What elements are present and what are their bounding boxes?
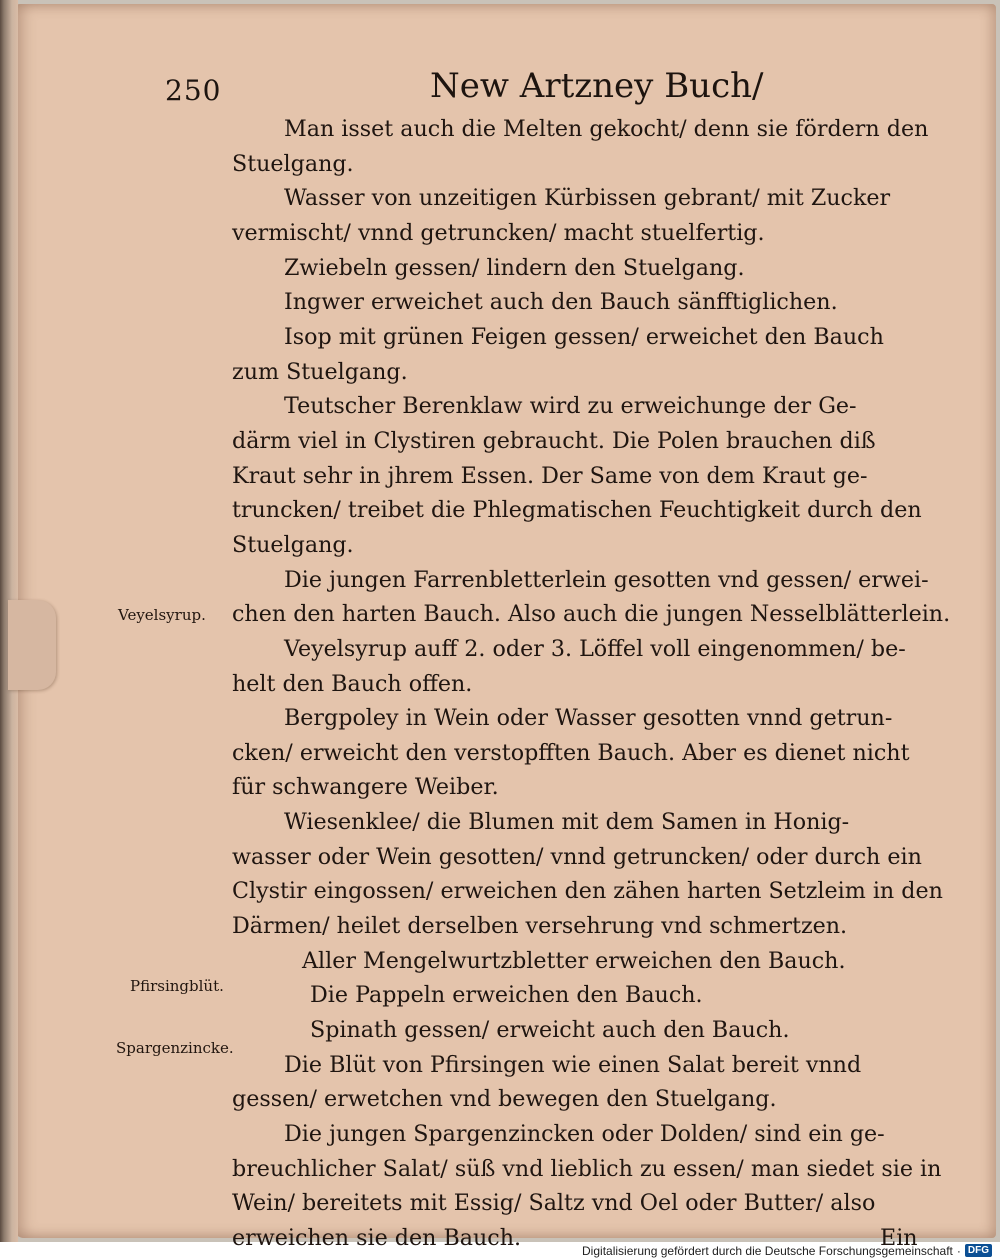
text-line: Bergpoley in Wein oder Wasser gesotten vnnd getrun-: [284, 705, 893, 732]
text-line: Die jungen Farrenbletterlein gesotten vnd gessen/ erwei-: [284, 566, 929, 593]
text-line: Wein/ bereitets mit Essig/ Saltz vnd Oel oder Butter/ also: [232, 1190, 876, 1217]
page-header: [0, 64, 1000, 108]
side-note-spargenzincke: Spargenzincke.: [116, 1039, 234, 1057]
text-line: Die Pappeln erweichen den Bauch.: [310, 982, 703, 1009]
text-line: Aller Mengelwurtzbletter erweichen den Bauch.: [302, 947, 846, 974]
text-line: Die jungen Spargenzincken oder Dolden/ sind ein ge-: [284, 1121, 885, 1148]
text-line: vermischt/ vnnd getruncken/ macht stuelfertig.: [232, 219, 765, 246]
dfg-logo-icon: DFG: [965, 1244, 992, 1257]
side-note-veyelsyrup: Veyelsyrup.: [118, 606, 206, 624]
text-line: Wiesenklee/ die Blumen mit dem Samen in Honig-: [284, 809, 850, 836]
text-line: Spinath gessen/ erweicht auch den Bauch.: [310, 1017, 790, 1044]
footer-credit-text: Digitalisierung gefördert durch die Deutsche Forschungsgemeinschaft: [582, 1243, 953, 1258]
text-line: breuchlicher Salat/ süß vnd lieblich zu essen/ man siedet sie in: [232, 1155, 942, 1182]
text-line: Stuelgang.: [232, 531, 354, 558]
text-line: därm viel in Clystiren gebraucht. Die Polen brauchen diß: [232, 427, 876, 454]
text-line: Teutscher Berenklaw wird zu erweichunge der Ge-: [284, 393, 857, 420]
text-line: Wasser von unzeitigen Kürbissen gebrant/ mit Zucker: [284, 185, 891, 212]
text-line: Veyelsyrup auff 2. oder 3. Löffel voll eingenommen/ be-: [284, 635, 906, 662]
text-line: cken/ erweicht den verstopfften Bauch. Aber es dienet nicht: [232, 739, 910, 766]
body-text: [232, 112, 951, 1256]
page-number: 250: [165, 74, 222, 107]
text-line: Man isset auch die Melten gekocht/ denn sie fördern den: [284, 116, 929, 142]
text-line: erweichen sie den Bauch.: [232, 1225, 522, 1251]
text-line: chen den harten Bauch. Also auch die jungen Nesselblätterlein.: [232, 601, 951, 628]
text-line: Kraut sehr in jhrem Essen. Der Same von dem Kraut ge-: [232, 462, 868, 489]
running-title: New Artzney Buch/: [430, 66, 764, 106]
text-line: zum Stuelgang.: [232, 358, 408, 385]
page-tab-marker: [8, 600, 56, 690]
text-line: für schwangere Weiber.: [232, 774, 499, 801]
digitization-footer: Digitalisierung gefördert durch die Deutsche Forschungsgemeinschaft · DFG: [582, 1242, 992, 1259]
side-note-pfirsingbluet: Pfirsingblüt.: [130, 977, 224, 995]
text-line: Stuelgang.: [232, 150, 354, 177]
text-line: wasser oder Wein gesotten/ vnnd getruncken/ oder durch ein: [232, 843, 922, 870]
catchword: Ein: [880, 1225, 918, 1251]
text-line: gessen/ erwetchen vnd bewegen den Stuelgang.: [232, 1086, 777, 1113]
text-line: helt den Bauch offen.: [232, 670, 473, 697]
text-line: Die Blüt von Pfirsingen wie einen Salat bereit vnnd: [284, 1051, 862, 1078]
text-line: Därmen/ heilet derselben versehrung vnd schmertzen.: [232, 913, 848, 940]
text-line: Clystir eingossen/ erweichen den zähen harten Setzleim in den: [232, 878, 943, 905]
text-line: Isop mit grünen Feigen gessen/ erweichet den Bauch: [284, 323, 884, 350]
text-line: Ingwer erweichet auch den Bauch sänfftiglichen.: [284, 289, 838, 316]
text-line: truncken/ treibet die Phlegmatischen Feuchtigkeit durch den: [232, 497, 922, 524]
text-line: Zwiebeln gessen/ lindern den Stuelgang.: [284, 254, 745, 281]
